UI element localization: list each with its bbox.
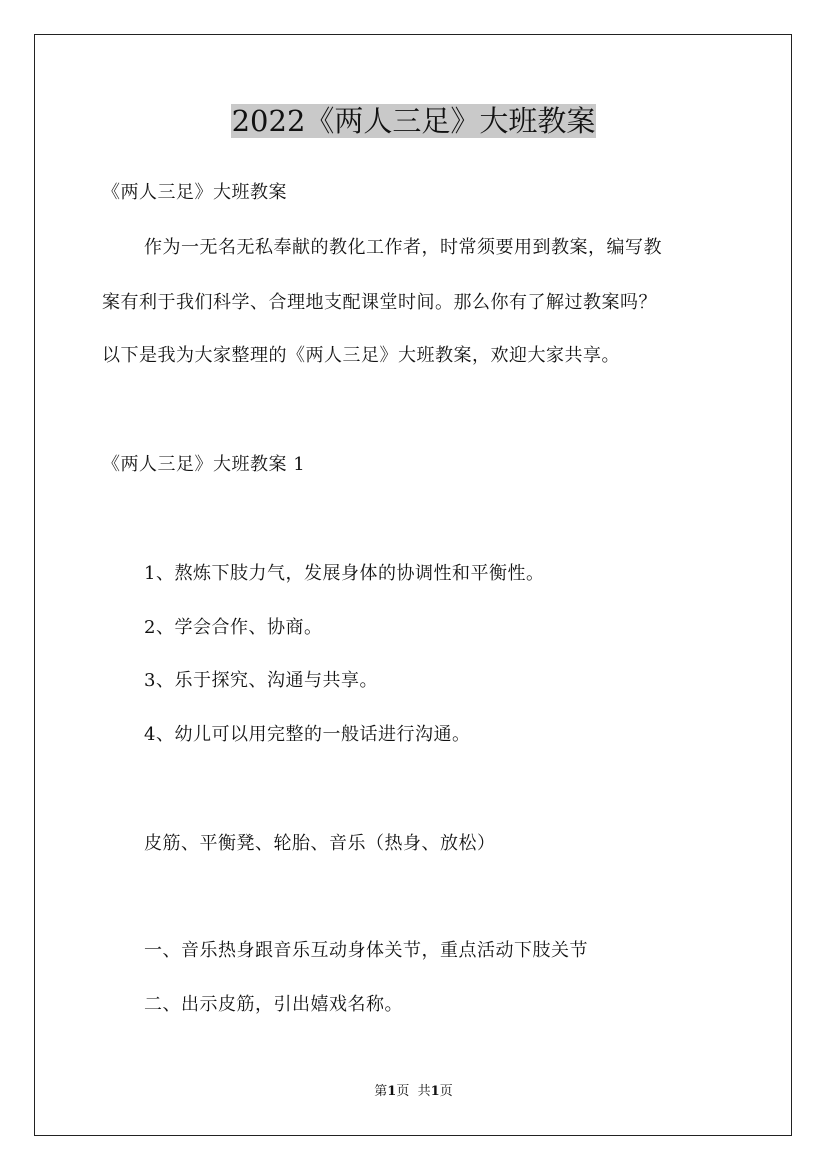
step-item-2: 二、出示皮筋，引出嬉戏名称。 xyxy=(144,994,403,1015)
intro-line-1: 作为一无名无私奉献的教化工作者，时常须要用到教案，编写教 xyxy=(144,237,662,258)
footer-total-prefix: 共 xyxy=(417,1084,431,1099)
footer-page-suffix: 页 xyxy=(396,1084,410,1099)
goal-item-3: 3、乐于探究、沟通与共享。 xyxy=(144,670,378,691)
section-heading: 《两人三足》大班教案 1 xyxy=(102,454,306,475)
goal-item-1: 1、熬炼下肢力气，发展身体的协调性和平衡性。 xyxy=(144,563,545,584)
intro-line-2: 案有利于我们科学、合理地支配课堂时间。那么你有了解过教案吗？ xyxy=(102,292,657,313)
materials-line: 皮筋、平衡凳、轮胎、音乐（热身、放松） xyxy=(144,833,496,854)
document-subtitle: 《两人三足》大班教案 xyxy=(102,182,287,203)
goal-item-2: 2、学会合作、协商。 xyxy=(144,617,323,638)
footer-page-prefix: 第 xyxy=(374,1084,388,1099)
page-footer xyxy=(0,1083,827,1101)
footer-page-number: 1 xyxy=(387,1084,397,1099)
footer-total-number: 1 xyxy=(430,1084,440,1099)
footer-total-suffix: 页 xyxy=(439,1084,453,1099)
intro-line-3: 以下是我为大家整理的《两人三足》大班教案，欢迎大家共享。 xyxy=(102,345,620,366)
step-item-1: 一、音乐热身跟音乐互动身体关节，重点活动下肢关节 xyxy=(144,940,588,961)
document-title: 2022《两人三足》大班教案 xyxy=(231,104,596,138)
document-title-row xyxy=(0,101,827,141)
goal-item-4: 4、幼儿可以用完整的一般话进行沟通。 xyxy=(144,724,471,745)
